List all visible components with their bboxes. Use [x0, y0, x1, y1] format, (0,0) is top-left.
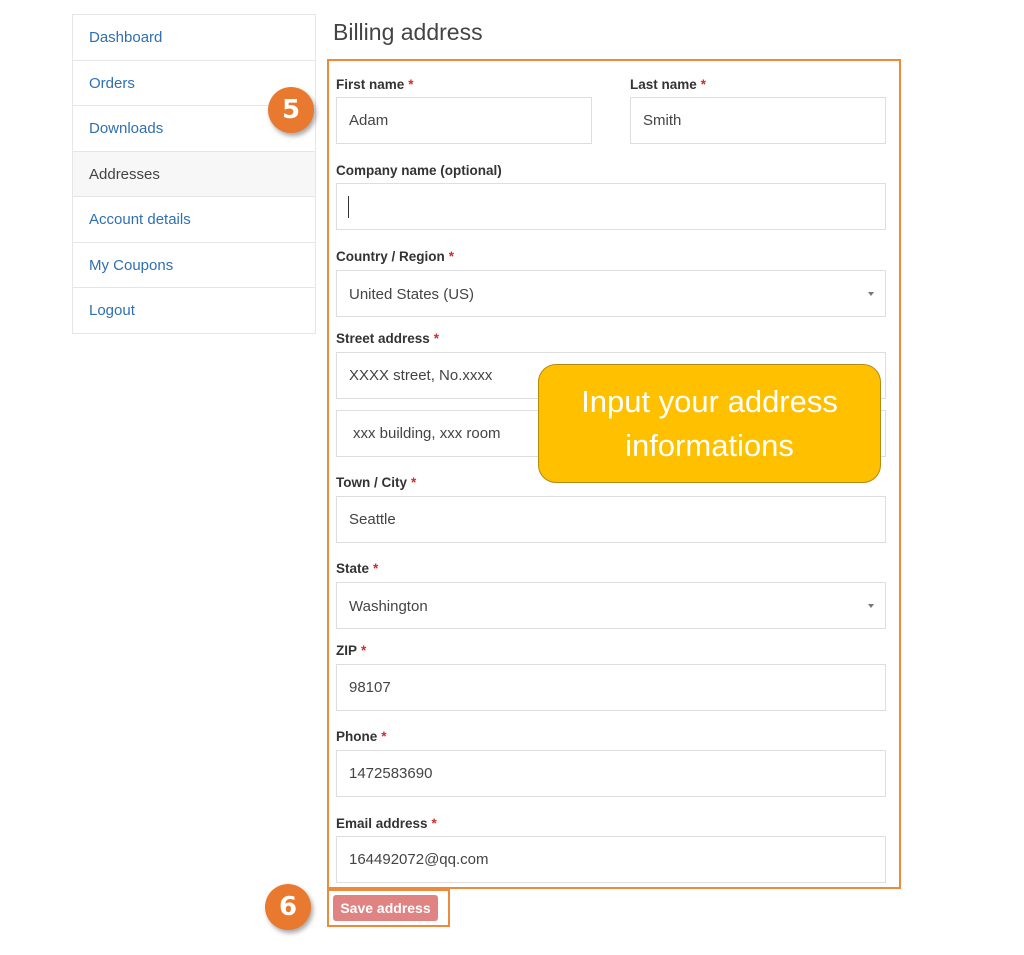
nav-item-account-details[interactable]: Account details — [73, 197, 315, 243]
nav-item-my-coupons[interactable]: My Coupons — [73, 243, 315, 289]
nav-item-logout[interactable]: Logout — [73, 288, 315, 334]
required-mark: * — [381, 729, 387, 744]
company-name-label: Company name (optional) — [336, 163, 502, 178]
zip-label-text: ZIP — [336, 643, 358, 658]
phone-label-text: Phone — [336, 729, 378, 744]
city-input[interactable] — [336, 496, 886, 543]
save-address-button[interactable]: Save address — [333, 895, 438, 921]
required-mark: * — [700, 77, 707, 92]
chevron-down-icon — [868, 292, 874, 296]
required-mark: * — [361, 643, 367, 658]
country-label-text: Country / Region — [336, 249, 445, 264]
state-label — [336, 561, 378, 576]
company-name-input[interactable] — [336, 183, 886, 230]
first-name-input[interactable] — [336, 97, 592, 144]
nav-item-addresses[interactable]: Addresses — [73, 152, 315, 198]
country-select[interactable] — [336, 270, 886, 317]
required-mark: * — [373, 561, 379, 576]
phone-input[interactable] — [336, 750, 886, 797]
state-label-text: State — [336, 561, 370, 576]
step-6-badge: 6 — [265, 884, 311, 930]
callout-text: Input your address informations — [581, 383, 838, 463]
page-title: Billing address — [333, 19, 483, 45]
city-label — [336, 475, 416, 490]
required-mark: * — [433, 331, 440, 346]
address-callout — [538, 364, 881, 483]
required-mark: * — [411, 475, 417, 490]
account-navigation — [72, 14, 316, 334]
country-label — [336, 249, 454, 264]
last-name-label — [630, 77, 706, 92]
street-address-label-text: Street address — [336, 331, 430, 346]
state-select[interactable] — [336, 582, 886, 629]
city-label-text: Town / City — [336, 475, 407, 490]
zip-input[interactable] — [336, 664, 886, 711]
email-label — [336, 816, 437, 831]
last-name-input[interactable] — [630, 97, 886, 144]
street-address-label — [336, 331, 439, 346]
step-5-badge: 5 — [268, 87, 314, 133]
email-input[interactable] — [336, 836, 886, 883]
required-mark: * — [448, 249, 455, 264]
nav-item-downloads[interactable]: Downloads — [73, 106, 315, 152]
last-name-label-text: Last name — [630, 77, 697, 92]
required-mark: * — [408, 77, 414, 92]
chevron-down-icon — [868, 604, 874, 608]
first-name-label — [336, 77, 414, 92]
nav-item-dashboard[interactable]: Dashboard — [73, 15, 315, 61]
first-name-label-text: First name — [336, 77, 405, 92]
nav-item-orders[interactable]: Orders — [73, 61, 315, 107]
zip-label — [336, 643, 366, 658]
phone-label — [336, 729, 387, 744]
state-selected-value: Washington — [349, 598, 428, 615]
text-cursor — [348, 196, 349, 218]
country-selected-value: United States (US) — [349, 286, 475, 303]
required-mark: * — [431, 816, 437, 831]
email-label-text: Email address — [336, 816, 428, 831]
